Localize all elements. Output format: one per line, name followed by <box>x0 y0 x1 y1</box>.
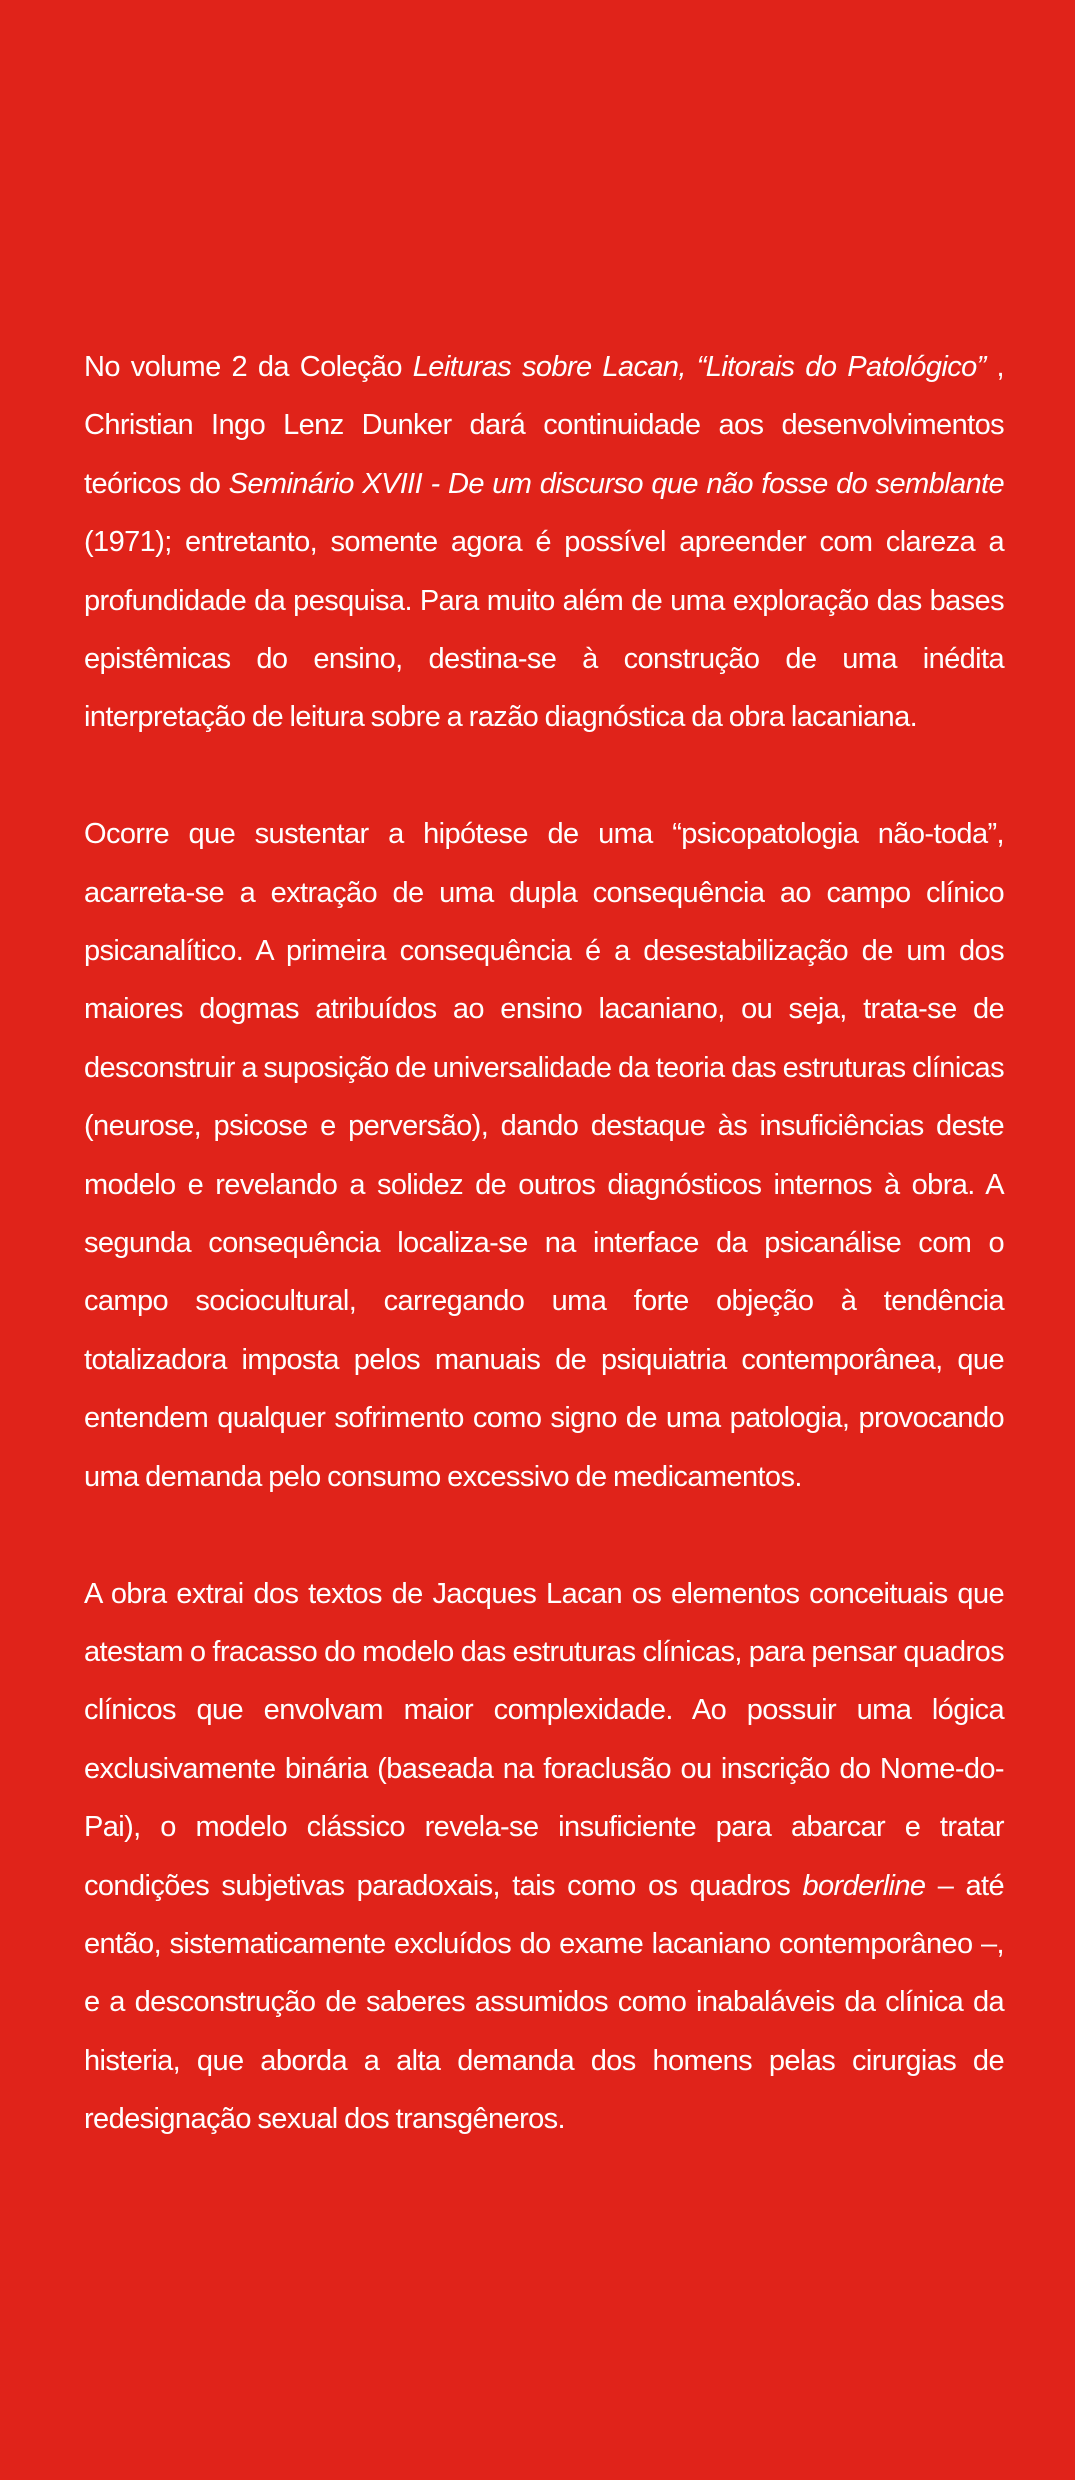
paragraph-1-segment: No volume 2 da Coleção <box>84 351 413 383</box>
collection-title: Leituras sobre Lacan, “Litorais do Patológico” <box>412 351 986 383</box>
paragraph-2 <box>84 805 1004 1506</box>
borderline-term: borderline <box>802 1869 926 1902</box>
paragraph-3-segment: – até então, sistematicamente excluídos do exame lacaniano contemporâneo –, e a desconstrução de saberes assumidos como inabaláveis da clínica da histeria, que aborda a alta demanda dos homens pelas cirurgias de redesignação sexual dos transgêneros. <box>84 1869 1004 2136</box>
paragraph-3 <box>84 1565 1004 2149</box>
seminar-title: Seminário XVIII - De um discurso que não fosse do semblante <box>228 467 1004 500</box>
paragraph-1-segment: (1971); entretanto, somente agora é possível apreender com clareza a profundidade da pesquisa. Para muito além de uma exploração das bases epistêmicas do ensino, destina-se à construção de uma inédita interpretação de leitura sobre a razão diagnóstica da obra lacaniana. <box>84 526 1004 734</box>
synopsis-text-block <box>84 338 1004 2149</box>
paragraph-2-segment: Ocorre que sustentar a hipótese de uma “psicopatologia não-toda”, acarreta-se a extração de uma dupla consequência ao campo clínico psicanalítico. A primeira consequência é a desestabilização de um dos maiores dogmas atribuídos ao ensino lacaniano, ou seja, trata-se de desconstruir a suposição de universalidade da teoria das estruturas clínicas (neurose, psicose e perversão), dando destaque às insuficiências deste modelo e revelando a solidez de outros diagnósticos internos à obra. A segunda consequência localiza-se na interface da psicanálise com o campo sociocultural, carregando uma forte objeção à tendência totalizadora imposta pelos manuais de psiquiatria contemporânea, que entendem qualquer sofrimento como signo de uma patologia, provocando uma demanda pelo consumo excessivo de medicamentos. <box>84 818 1004 1493</box>
paragraph-3-segment: A obra extrai dos textos de Jacques Lacan os elementos conceituais que atestam o fracasso do modelo das estruturas clínicas, para pensar quadros clínicos que envolvam maior complexidade. Ao possuir uma lógica exclusivamente binária (baseada na foraclusão ou inscrição do Nome-do-Pai), o modelo clássico revela-se insuficiente para abarcar e tratar condições subjetivas paradoxais, tais como os quadros <box>84 1577 1004 1902</box>
paragraph-1 <box>84 338 1004 747</box>
paragraph-1-segment: , Christian Ingo Lenz Dunker dará continuidade aos desenvolvimentos teóricos do <box>84 351 1004 500</box>
